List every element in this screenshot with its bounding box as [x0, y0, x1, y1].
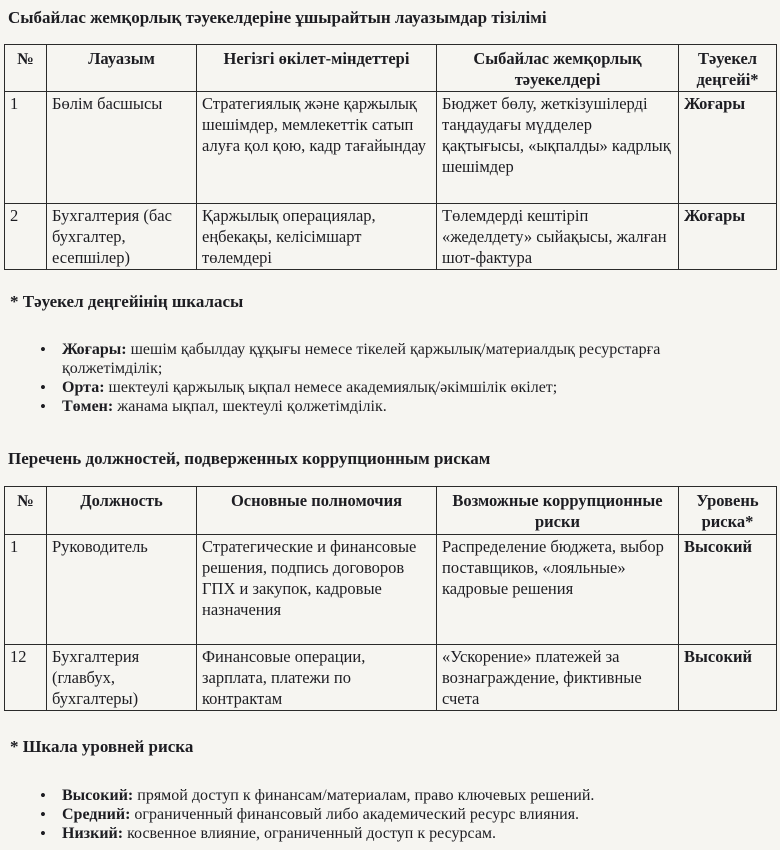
bullet-icon: •	[40, 397, 46, 416]
ru-risk-table	[4, 486, 777, 711]
table-row	[5, 204, 777, 270]
table-row	[5, 92, 777, 204]
list-item: • Средний: ограниченный финансовый либо академический ресурс влияния.	[40, 805, 580, 824]
ru-scale-list	[34, 786, 754, 843]
ru-table-header-row	[5, 487, 777, 535]
kz-header-risks: Сыбайлас жемқорлық тәуекелдері	[437, 45, 679, 92]
ru-scale-title: * Шкала уровней риска	[10, 737, 194, 756]
row-number: 1	[5, 535, 47, 645]
list-item: • Төмен: жанама ықпал, шектеулі қолжетімділік.	[40, 397, 387, 416]
kz-header-level: Тәуекел деңгейі*	[679, 45, 777, 92]
row-position: Руководитель	[47, 535, 197, 645]
ru-section-title: Перечень должностей, подверженных коррупционным рискам	[8, 449, 491, 468]
ru-header-number: №	[5, 487, 47, 535]
row-risks: «Ускорение» платежей за вознаграждение, фиктивные счета	[437, 645, 679, 711]
list-item: • Низкий: косвенное влияние, ограниченный доступ к ресурсам.	[40, 824, 497, 843]
bullet-icon: •	[40, 378, 46, 397]
kz-header-duties: Негізгі өкілет-міндеттері	[197, 45, 437, 92]
list-item: • Орта: шектеулі қаржылық ықпал немесе академиялық/әкімшілік өкілет;	[40, 378, 558, 397]
row-position: Бөлім басшысы	[47, 92, 197, 204]
row-number: 2	[5, 204, 47, 270]
row-position: Бухгалтерия (главбух, бухгалтеры)	[47, 645, 197, 711]
kz-scale-title: * Тәуекел деңгейінің шкаласы	[10, 292, 244, 311]
row-duties: Стратегические и финансовые решения, подпись договоров ГПХ и закупок, кадровые назначения	[197, 535, 437, 645]
bullet-icon: •	[40, 824, 46, 843]
row-duties: Стратегиялық және қаржылық шешімдер, мемлекеттік сатып алуға қол қою, кадр тағайындау	[197, 92, 437, 204]
row-duties: Қаржылық операциялар, еңбекақы, келісімшарт төлемдері	[197, 204, 437, 270]
table-row	[5, 535, 777, 645]
table-row	[5, 645, 777, 711]
list-item: • Жоғары: шешім қабылдау құқығы немесе тікелей қаржылық/материалдық ресурстарға қолжетімділік;	[40, 340, 661, 377]
row-number: 1	[5, 92, 47, 204]
kz-scale-list	[34, 340, 754, 416]
ru-header-duties: Основные полномочия	[197, 487, 437, 535]
bullet-icon: •	[40, 805, 46, 824]
row-risks: Бюджет бөлу, жеткізушілерді таңдаудағы мүдделер қақтығысы, «ықпалды» кадрлық шешімдер	[437, 92, 679, 204]
kz-header-number: №	[5, 45, 47, 92]
row-risk-level: Жоғары	[679, 204, 777, 270]
row-position: Бухгалтерия (бас бухгалтер, есепшілер)	[47, 204, 197, 270]
kz-risk-table	[4, 44, 777, 270]
list-item: • Высокий: прямой доступ к финансам/материалам, право ключевых решений.	[40, 786, 595, 805]
ru-header-level: Уровень риска*	[679, 487, 777, 535]
row-risk-level: Жоғары	[679, 92, 777, 204]
kz-header-position: Лауазым	[47, 45, 197, 92]
row-risk-level: Высокий	[679, 535, 777, 645]
bullet-icon: •	[40, 340, 46, 359]
row-number: 12	[5, 645, 47, 711]
ru-header-position: Должность	[47, 487, 197, 535]
ru-header-risks: Возможные коррупционные риски	[437, 487, 679, 535]
row-duties: Финансовые операции, зарплата, платежи по контрактам	[197, 645, 437, 711]
kz-table-header-row	[5, 45, 777, 92]
row-risk-level: Высокий	[679, 645, 777, 711]
row-risks: Төлемдерді кештіріп «жеделдету» сыйақысы, жалған шот-фактура	[437, 204, 679, 270]
kz-section-title: Сыбайлас жемқорлық тәуекелдеріне ұшырайтын лауазымдар тізілімі	[8, 8, 547, 27]
bullet-icon: •	[40, 786, 46, 805]
row-risks: Распределение бюджета, выбор поставщиков, «лояльные» кадровые решения	[437, 535, 679, 645]
